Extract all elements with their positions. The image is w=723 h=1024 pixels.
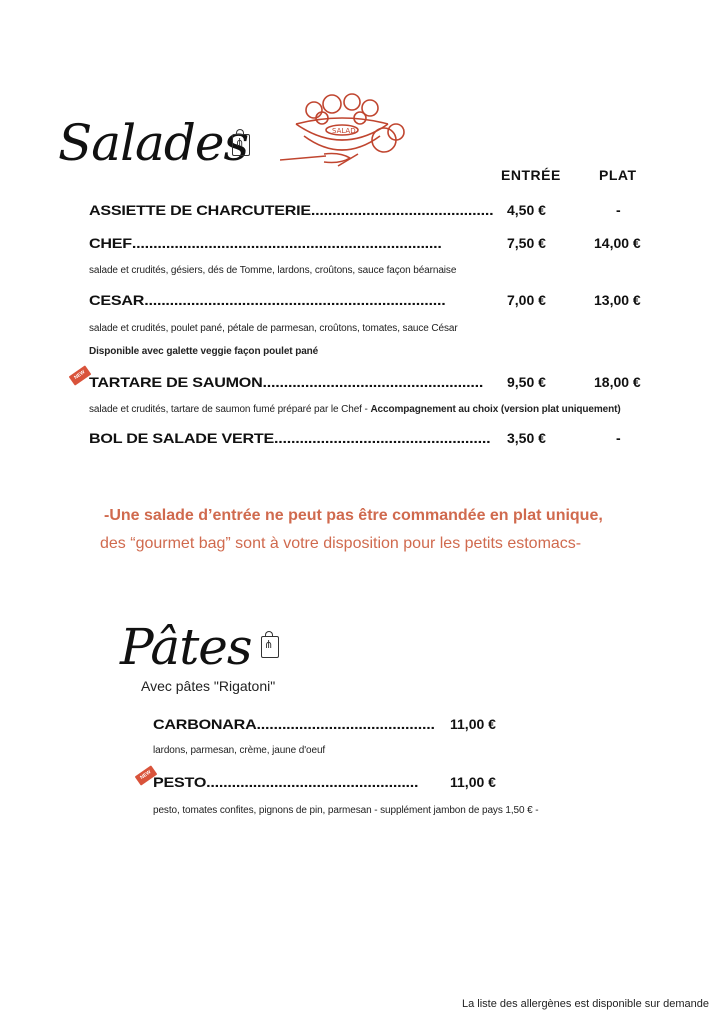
- item-name: PESTO: [153, 774, 207, 790]
- column-header-entree: ENTRÉE: [501, 167, 561, 183]
- dot-leader: ..................................................: [206, 774, 419, 790]
- dot-leader: .........................................................................: [131, 235, 442, 251]
- item-name: TARTARE DE SAUMON: [89, 374, 263, 390]
- menu-item-bol-de-salade-verte: [89, 430, 490, 446]
- item-price-entree: 9,50 €: [507, 374, 546, 390]
- gourmet-bag-icon: [232, 134, 250, 156]
- dot-leader: .......................................................................: [144, 292, 446, 308]
- pates-title: Pâtes: [120, 618, 252, 676]
- menu-item-chef: [89, 235, 442, 251]
- item-price-plat: -: [616, 430, 621, 446]
- dot-leader: ..........................................: [256, 716, 435, 732]
- item-description-text: salade et crudités, tartare de saumon fumé préparé par le Chef -: [89, 404, 371, 415]
- item-description-bold: Accompagnement au choix (version plat uniquement): [370, 404, 621, 415]
- item-description: [89, 404, 621, 415]
- item-description: salade et crudités, gésiers, dés de Tomme, lardons, croûtons, sauce façon béarnaise: [89, 265, 457, 276]
- menu-item-cesar: [89, 292, 445, 308]
- item-price-plat: -: [616, 202, 621, 218]
- item-note: Disponible avec galette veggie façon poulet pané: [89, 346, 319, 357]
- new-badge-icon: NEW: [69, 365, 92, 385]
- item-price-plat: 18,00 €: [594, 374, 641, 390]
- item-name: CHEF: [89, 235, 132, 251]
- item-price: 11,00 €: [450, 774, 496, 790]
- dot-leader: ...................................................: [273, 430, 491, 446]
- item-description: salade et crudités, poulet pané, pétale de parmesan, croûtons, tomates, sauce César: [89, 323, 458, 334]
- item-name: BOL DE SALADE VERTE: [89, 430, 274, 446]
- salades-title: Salades: [58, 114, 249, 172]
- new-badge-icon: NEW: [135, 765, 158, 785]
- item-description: pesto, tomates confites, pignons de pin, parmesan - supplément jambon de pays 1,50 € -: [153, 805, 539, 816]
- item-price: 11,00 €: [450, 716, 496, 732]
- item-name: ASSIETTE DE CHARCUTERIE: [89, 202, 311, 218]
- item-price-entree: 3,50 €: [507, 430, 546, 446]
- item-description: lardons, parmesan, crème, jaune d'oeuf: [153, 745, 326, 756]
- item-price-entree: 7,50 €: [507, 235, 546, 251]
- gourmet-bag-icon: [261, 636, 279, 658]
- menu-item-tartare-de-saumon: [89, 374, 483, 390]
- menu-item-pesto: [153, 774, 418, 790]
- dot-leader: ...........................................: [310, 202, 494, 218]
- menu-item-assiette-de-charcuterie: [89, 202, 493, 218]
- item-price-plat: 13,00 €: [594, 292, 641, 308]
- svg-text:SALAD: SALAD: [332, 127, 356, 135]
- salad-bowl-illustration: [280, 92, 410, 180]
- item-name: CARBONARA: [153, 716, 257, 732]
- item-price-entree: 7,00 €: [507, 292, 546, 308]
- pates-subtitle: Avec pâtes "Rigatoni": [141, 678, 276, 694]
- footer-allergen-note: La liste des allergènes est disponible sur demande: [461, 998, 709, 1010]
- menu-item-carbonara: [153, 716, 435, 732]
- dot-leader: ....................................................: [262, 374, 484, 390]
- column-header-plat: PLAT: [599, 167, 637, 183]
- item-price-plat: 14,00 €: [594, 235, 641, 251]
- item-price-entree: 4,50 €: [507, 202, 546, 218]
- promo-line-2: des “gourmet bag” sont à votre disposition pour les petits estomacs-: [100, 535, 582, 552]
- promo-line-1: -Une salade d’entrée ne peut pas être commandée en plat unique,: [104, 507, 603, 524]
- item-name: CESAR: [89, 292, 145, 308]
